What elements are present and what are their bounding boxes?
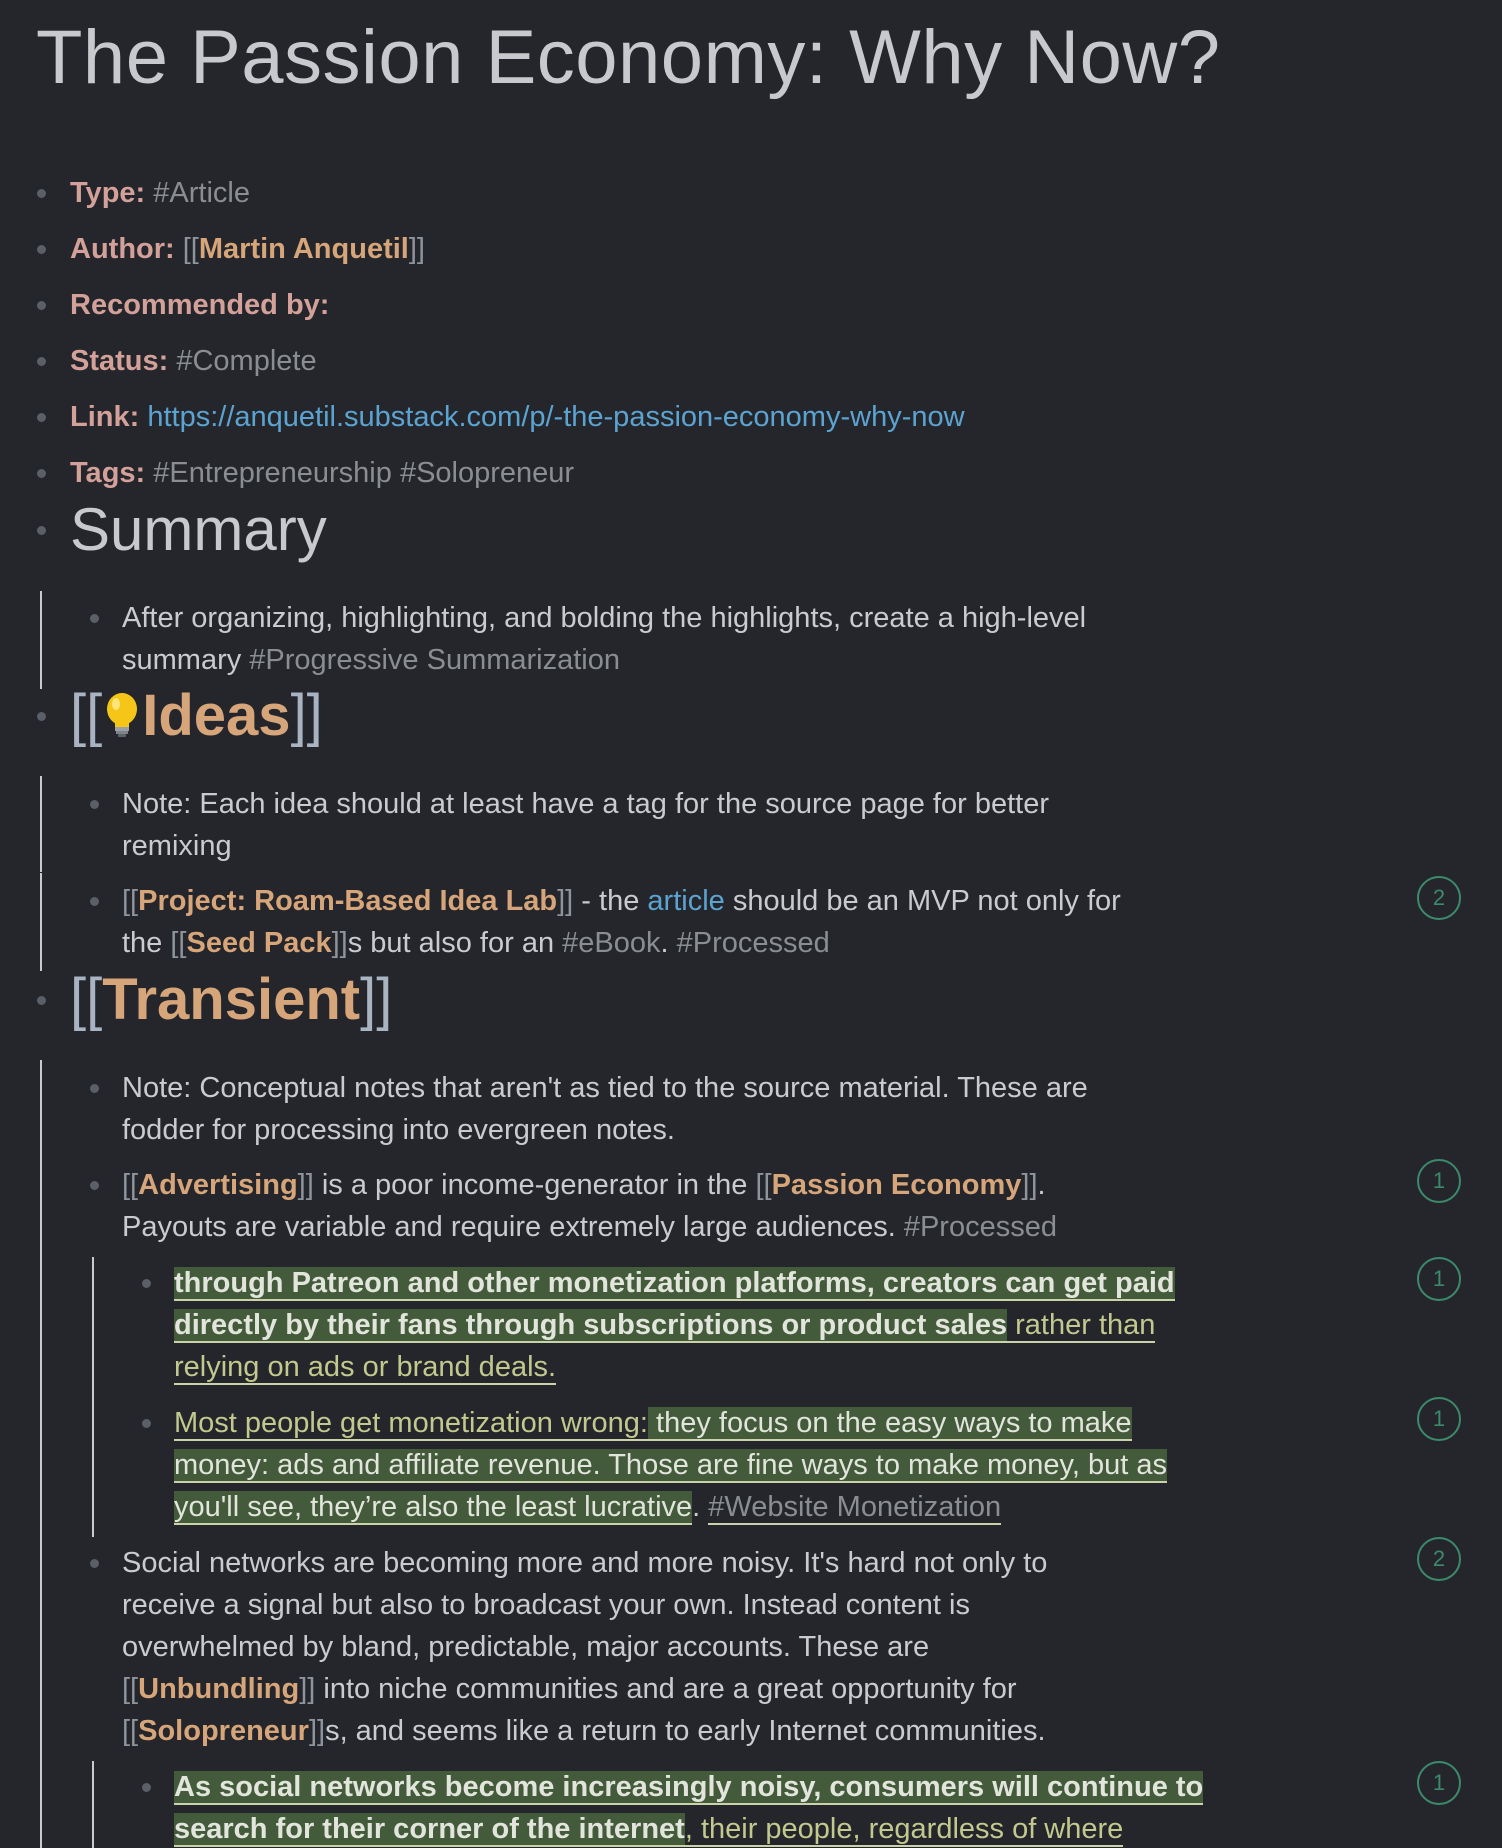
ideas-note-block[interactable] [122,783,1049,867]
children-guide-line [92,1257,94,1397]
highlight-soft-text: rather than [1007,1309,1156,1341]
bullet-dot[interactable] [37,413,46,422]
block-line: receive a signal but also to broadcast your own. Instead content is [122,1589,970,1621]
block-line [122,1710,1047,1752]
bracket-open: [[ [122,1673,139,1705]
bracket-open: [[ [122,1715,139,1747]
page-ref-transient[interactable]: Transient [102,967,361,1032]
page-ref-seed-pack[interactable]: Seed Pack [186,927,332,959]
bullet-dot[interactable] [37,712,46,721]
block-text: into niche communities and are a great opportunity for [315,1673,1017,1705]
social-networks-block[interactable] [122,1542,1047,1752]
bracket-close: ]] [331,927,348,959]
property-label: Recommended by: [70,289,330,321]
block-text: is a poor income-generator in the [313,1169,756,1201]
bullet-dot[interactable] [90,614,99,623]
external-link[interactable]: https://anquetil.substack.com/p/-the-passion-economy-why-now [147,401,965,433]
block-line: Social networks are becoming more and more noisy. It's hard not only to [122,1547,1048,1579]
block-line [174,1808,1203,1848]
summary-heading[interactable]: Summary [70,496,327,563]
bullet-dot[interactable] [90,800,99,809]
note-line: fodder for processing into evergreen notes. [122,1114,675,1146]
bullet-dot[interactable] [90,1181,99,1190]
property-author[interactable] [70,228,425,270]
page-ref-advertising[interactable]: Advertising [138,1169,298,1201]
note-line: Note: Conceptual notes that aren't as tied to the source material. These are [122,1072,1088,1104]
block-line [122,1668,1047,1710]
page-ref-martin-anquetil[interactable]: Martin Anquetil [198,233,409,265]
bullet-dot[interactable] [37,469,46,478]
tag-solopreneur[interactable]: #Solopreneur [399,457,575,489]
property-type[interactable] [70,172,250,214]
block-line [174,1304,1175,1346]
block-line [174,1444,1167,1486]
children-guide-line [40,1537,42,1848]
bracket-open: [[ [122,1169,139,1201]
page-ref-project-idea-lab[interactable]: Project: Roam-Based Idea Lab [138,885,558,917]
ideas-heading[interactable] [70,681,323,751]
highlight-text: you'll see, they’re also the least lucrative [174,1491,693,1523]
page-ref-ideas[interactable]: Ideas [142,683,291,748]
article-link[interactable]: article [647,885,725,917]
property-label: Link: [70,401,140,433]
bullet-dot[interactable] [37,526,46,535]
children-guide-line [40,776,42,872]
children-guide-line [40,1060,42,1158]
block-line [174,1402,1167,1444]
tag-progressive-summarization[interactable]: #Progressive Summarization [249,644,620,676]
bracket-open: [[ [70,683,103,748]
property-label: Type: [70,177,146,209]
note-line: remixing [122,830,232,862]
page-ref-solopreneur[interactable]: Solopreneur [138,1715,309,1747]
children-guide-line [40,873,42,971]
highlight-text: money: ads and affiliate revenue. Those are fine ways to make money, but as [174,1449,1168,1481]
highlight-text: search for their corner of the internet [174,1813,685,1845]
property-label: Tags: [70,457,146,489]
tag-entrepreneurship[interactable]: #Entrepreneurship [153,457,392,489]
block-text: Payouts are variable and require extremely large audiences. [122,1211,904,1243]
highlight-block-monetization[interactable] [174,1402,1167,1528]
block-line [174,1346,1175,1388]
block-line [122,922,1121,964]
children-guide-line [40,591,42,689]
block-line [122,1206,1057,1248]
block-text: should be an MVP not only for [724,885,1121,917]
block-line [174,1262,1175,1304]
property-link[interactable] [70,396,965,438]
reference-count-badge[interactable]: 1 [1417,1761,1461,1805]
reference-count-badge[interactable]: 1 [1417,1257,1461,1301]
bullet-dot[interactable] [37,996,46,1005]
bracket-open: [[ [755,1169,772,1201]
ideas-item-block[interactable] [122,880,1121,964]
bracket-open: [[ [122,885,139,917]
summary-line: After organizing, highlighting, and bolding the highlights, create a high-level [122,602,1087,634]
reference-count-badge[interactable]: 2 [1417,1537,1461,1581]
highlight-text: As social networks become increasingly noisy, consumers will continue to [174,1771,1204,1803]
reference-count-badge[interactable]: 1 [1417,1159,1461,1203]
bracket-close: ]] [408,233,425,265]
lightbulb-icon [102,687,142,737]
bracket-close: ]] [1021,1169,1038,1201]
property-tags[interactable] [70,452,574,494]
advertising-block[interactable] [122,1164,1057,1248]
transient-note-block[interactable] [122,1067,1088,1151]
highlight-block-patreon[interactable] [174,1262,1175,1388]
property-label: Author: [70,233,175,265]
transient-heading[interactable] [70,965,392,1035]
block-line [174,1486,1167,1528]
bullet-dot[interactable] [142,1419,151,1428]
note-line: Note: Each idea should at least have a tag for the source page for better [122,788,1049,820]
highlight-text: directly by their fans through subscriptions or product sales [174,1309,1008,1341]
property-label: Status: [70,345,169,377]
bullet-dot[interactable] [37,189,46,198]
bullet-dot[interactable] [142,1279,151,1288]
page-ref-unbundling[interactable]: Unbundling [138,1673,300,1705]
bracket-open: [[ [170,927,187,959]
bracket-close: ]] [308,1715,326,1747]
property-status[interactable] [70,340,317,382]
block-text: - the [573,885,648,917]
block-text: the [122,927,171,959]
tag-complete[interactable]: #Complete [176,345,317,377]
bracket-open: [[ [70,967,103,1032]
block-text: s but also for an [347,927,563,959]
highlight-soft-text: Most people get monetization wrong: [174,1407,648,1439]
block-text: . [692,1491,709,1523]
summary-line [122,639,1086,681]
reference-count-badge[interactable]: 2 [1417,876,1461,920]
highlight-soft-text: relying on ads or brand deals. [174,1351,557,1383]
summary-text: summary [122,644,250,676]
bullet-dot[interactable] [37,245,46,254]
property-recommended[interactable] [70,284,329,326]
bracket-close: ]] [297,1169,314,1201]
bracket-open: [[ [182,233,199,265]
tag-website-monetization[interactable]: #Website Monetization [708,1491,1002,1523]
block-text: . [660,927,677,959]
highlight-text: they focus on the easy ways to make [647,1407,1132,1439]
tag-ebook[interactable]: #eBook [562,927,661,959]
block-line [174,1766,1203,1808]
bracket-close: ]] [360,967,393,1032]
bullet-dot[interactable] [90,897,99,906]
tag-article[interactable]: #Article [153,177,250,209]
block-line [122,1164,1057,1206]
bullet-dot[interactable] [90,1084,99,1093]
bracket-close: ]] [290,683,323,748]
block-text: s, and seems like a return to early Internet communities. [325,1715,1046,1747]
tag-processed[interactable]: #Processed [676,927,830,959]
children-guide-line [92,1397,94,1537]
bracket-close: ]] [299,1673,316,1705]
bullet-dot[interactable] [142,1783,151,1792]
page-ref-passion-economy[interactable]: Passion Economy [771,1169,1022,1201]
bullet-dot[interactable] [37,357,46,366]
block-text: . [1037,1169,1046,1201]
bullet-dot[interactable] [90,1559,99,1568]
tag-processed[interactable]: #Processed [903,1211,1057,1243]
reference-count-badge[interactable]: 1 [1417,1397,1461,1441]
summary-block[interactable] [122,597,1086,681]
bullet-dot[interactable] [37,301,46,310]
children-guide-line [92,1761,94,1848]
block-line [122,880,1121,922]
children-guide-line [40,1158,42,1558]
highlight-block-noisy[interactable] [174,1766,1203,1848]
block-line: overwhelmed by bland, predictable, major accounts. These are [122,1631,930,1663]
highlight-text: through Patreon and other monetization platforms, creators can get paid [174,1267,1175,1299]
page-title[interactable]: The Passion Economy: Why Now? [36,15,1221,100]
highlight-soft-text: , their people, regardless of where [684,1813,1124,1845]
bracket-close: ]] [557,885,574,917]
